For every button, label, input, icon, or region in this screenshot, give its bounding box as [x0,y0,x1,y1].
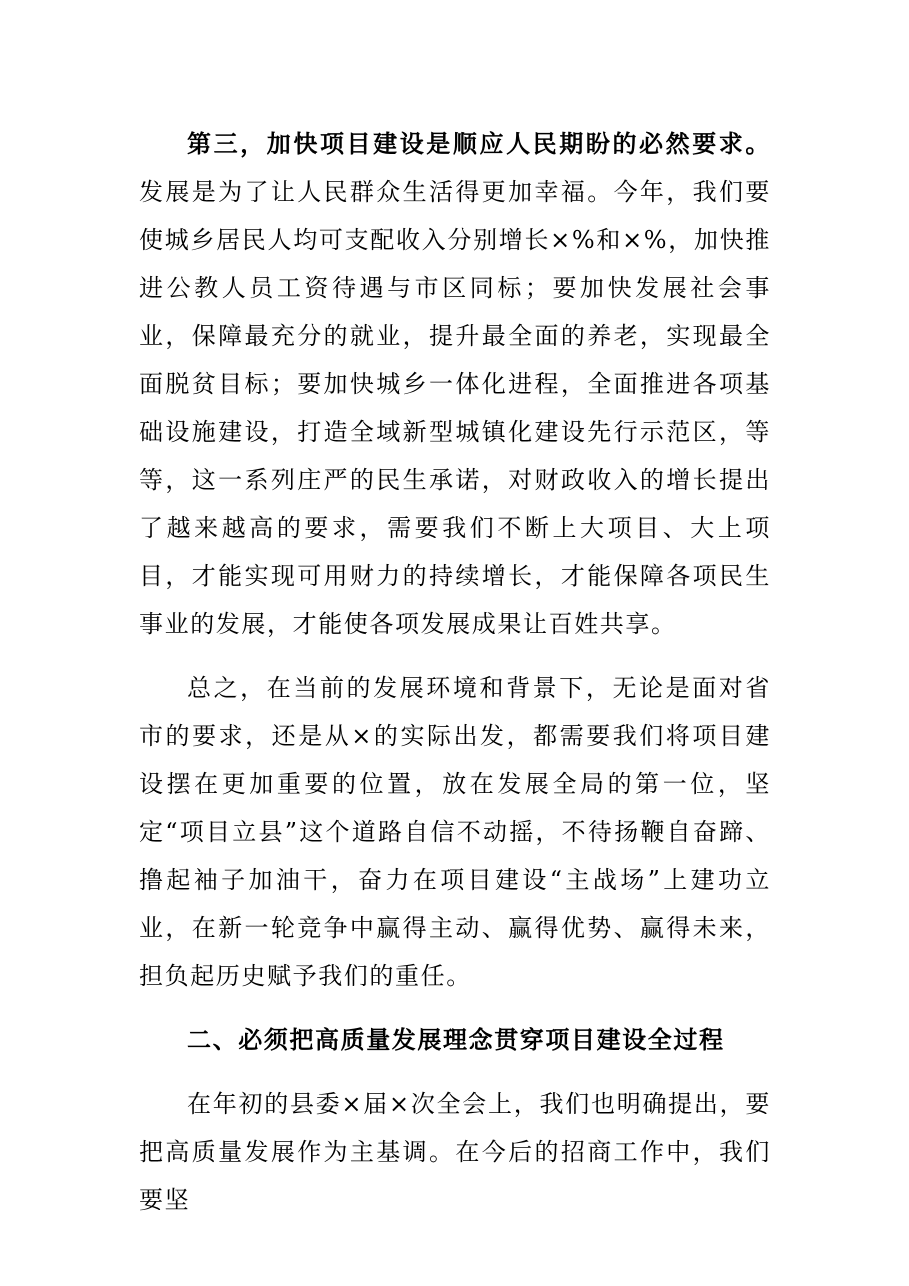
paragraph-lead-sentence: 第三，加快项目建设是顺应人民期盼的必然要求。 [187,129,771,158]
paragraph-section-intro: 在年初的县委×届×次全会上，我们也明确提出，要把高质量发展作为主基调。在今后的招商工作中，我们要坚 [139,1090,771,1214]
paragraph-conclusion: 总之，在当前的发展环境和背景下，无论是面对省市的要求，还是从×的实际出发，都需要我们将项目建设摆在更加重要的位置，放在发展全局的第一位，坚定“项目立县”这个道路自信不动摇，不待扬鞭自奋蹄、撸起袖子加油干，奋力在项目建设“主战场”上建功立业，在新一轮竞争中赢得主动、赢得优势、赢得未来，担负起历史赋予我们的重任。 [139,674,771,990]
document-body [139,120,771,1224]
section-heading: 二、必须把高质量发展理念贯穿项目建设全过程 [187,1025,725,1054]
paragraph-third-point [139,120,771,648]
paragraph-body-text: 发展是为了让人民群众生活得更加幸福。今年，我们要使城乡居民人均可支配收入分别增长×%和×%，加快推进公教人员工资待遇与市区同标；要加快发展社会事业，保障最充分的就业，提升最全面的养老，实现最全面脱贫目标；要加快城乡一体化进程，全面推进各项基础设施建设，打造全域新型城镇化建设先行示范区，等等，这一系列庄严的民生承诺，对财政收入的增长提出了越来越高的要求，需要我们不断上大项目、大上项目，才能实现可用财力的持续增长，才能保障各项民生事业的发展，才能使各项发展成果让百姓共享。 [139,178,771,638]
